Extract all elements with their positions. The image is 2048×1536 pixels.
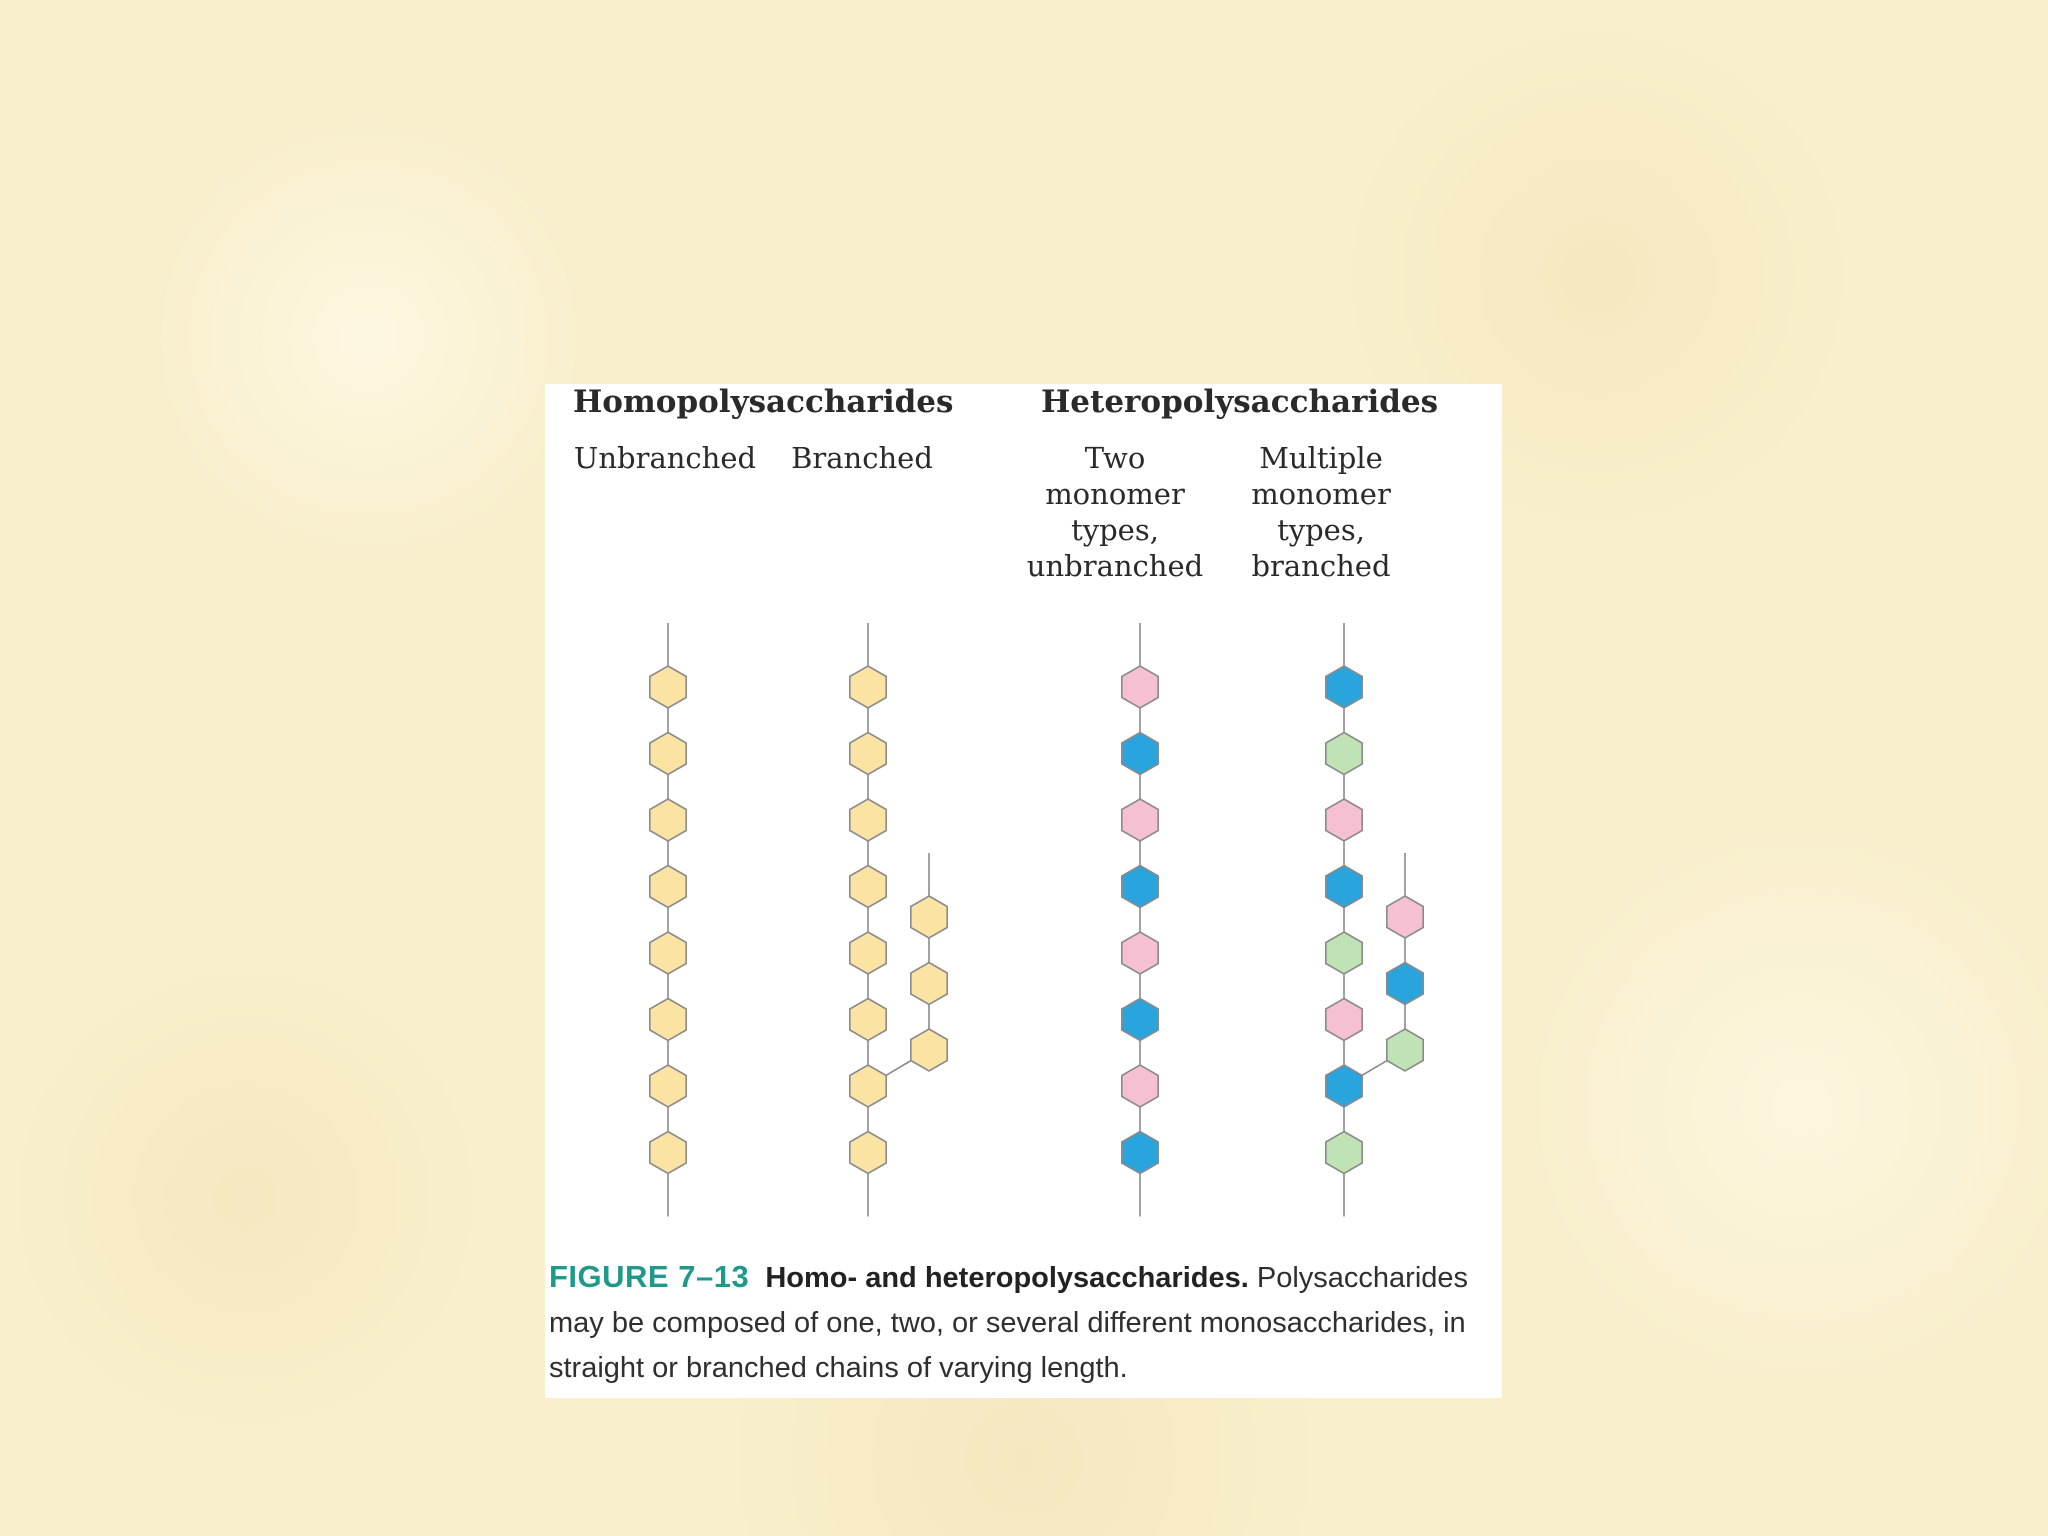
two-types-monomer	[1122, 1065, 1158, 1107]
unbranched-monomer	[650, 1132, 686, 1174]
unbranched-monomer	[650, 866, 686, 908]
figure-caption	[549, 1254, 1469, 1391]
branched-branch-monomer	[911, 1029, 947, 1071]
branched-branch-monomer	[911, 896, 947, 938]
multiple-types-monomer	[1326, 1132, 1362, 1174]
branched-monomer	[850, 1065, 886, 1107]
unbranched-monomer	[650, 1065, 686, 1107]
branched-monomer	[850, 866, 886, 908]
two-types-monomer	[1122, 733, 1158, 775]
heteropolysaccharides-heading: Heteropolysaccharides	[1041, 384, 1439, 420]
caption-text: Polysaccharides may be composed of one, two, or several different monosaccharides, in straight or branched chains of varying length.	[549, 1262, 1469, 1384]
two-types-monomer	[1122, 799, 1158, 841]
multiple-types-branch-monomer	[1387, 896, 1423, 938]
multiple-types-monomer	[1326, 799, 1362, 841]
branched-monomer	[850, 932, 886, 974]
multiple-types-monomer	[1326, 666, 1362, 708]
branched-monomer	[850, 1132, 886, 1174]
branched-monomer	[850, 666, 886, 708]
homopolysaccharides-heading: Homopolysaccharides	[573, 384, 954, 420]
multiple-types-monomer	[1326, 999, 1362, 1041]
label-two-monomer-types: Two monomer types, unbranched	[1026, 441, 1204, 583]
unbranched-monomer	[650, 932, 686, 974]
label-unbranched: Unbranched	[573, 441, 757, 475]
branched-monomer	[850, 799, 886, 841]
multiple-types-branch-monomer	[1387, 963, 1423, 1005]
unbranched-monomer	[650, 733, 686, 775]
two-types-monomer	[1122, 1132, 1158, 1174]
figure-label: FIGURE 7–13	[549, 1259, 750, 1294]
label-branched: Branched	[791, 441, 933, 475]
polysaccharide-diagram	[545, 384, 1502, 1244]
branched-branch-monomer	[911, 963, 947, 1005]
branched-monomer	[850, 733, 886, 775]
branched-monomer	[850, 999, 886, 1041]
multiple-types-monomer	[1326, 733, 1362, 775]
two-types-monomer	[1122, 866, 1158, 908]
multiple-types-monomer	[1326, 866, 1362, 908]
unbranched-monomer	[650, 799, 686, 841]
multiple-types-monomer	[1326, 1065, 1362, 1107]
two-types-monomer	[1122, 932, 1158, 974]
unbranched-monomer	[650, 666, 686, 708]
two-types-monomer	[1122, 999, 1158, 1041]
label-multiple-monomer-types: Multiple monomer types, branched	[1251, 441, 1391, 583]
unbranched-monomer	[650, 999, 686, 1041]
two-types-monomer	[1122, 666, 1158, 708]
multiple-types-monomer	[1326, 932, 1362, 974]
multiple-types-branch-monomer	[1387, 1029, 1423, 1071]
figure-title: Homo- and heteropolysaccharides.	[765, 1262, 1249, 1294]
figure-panel	[545, 384, 1502, 1398]
